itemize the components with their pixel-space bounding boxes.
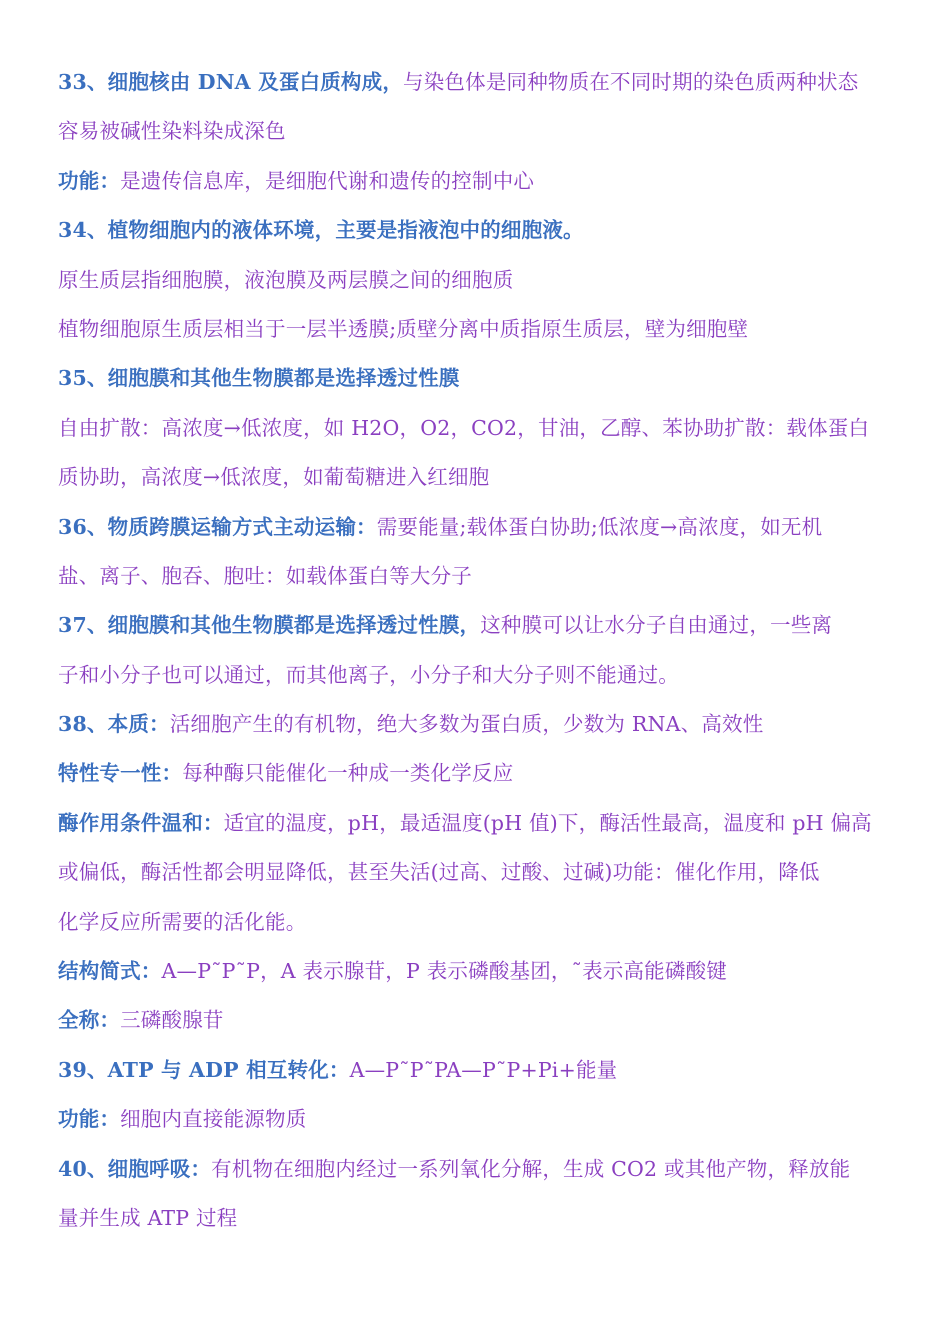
body-text: 或偏低，酶活性都会明显降低，甚至失活(过高、过酸、过碱)功能：催化作用，降低 <box>58 860 820 885</box>
text-line <box>58 503 888 552</box>
bold-phrase: 34、植物细胞内的液体环境，主要是指液泡中的细胞液。 <box>58 218 584 243</box>
body-text: 子和小分子也可以通过，而其他离子，小分子和大分子则不能通过。 <box>58 662 679 687</box>
body-text: 植物细胞原生质层相当于一层半透膜;质壁分离中质指原生质层，壁为细胞壁 <box>58 316 749 341</box>
bold-phrase: 功能： <box>58 1107 121 1132</box>
bold-phrase: 39、ATP 与 ADP 相互转化： <box>58 1057 350 1082</box>
text-line <box>58 206 888 255</box>
body-text: 化学反应所需要的活化能。 <box>58 909 307 934</box>
body-text: 这种膜可以让水分子自由通过，一些离 <box>480 613 833 638</box>
body-text: 细胞内直接能源物质 <box>120 1107 307 1132</box>
body-text: 与染色体是同种物质在不同时期的染色质两种状态 <box>403 70 859 94</box>
text-line <box>58 107 888 156</box>
body-text: 需要能量;载体蛋白协助;低浓度→高浓度，如无机 <box>376 514 823 539</box>
text-line <box>58 1194 888 1243</box>
bold-phrase: 40、细胞呼吸： <box>58 1156 212 1181</box>
text-line <box>58 848 888 897</box>
bold-phrase: 全称： <box>58 1008 121 1033</box>
document-body <box>58 58 888 1243</box>
text-line <box>58 1145 888 1194</box>
text-line <box>58 256 888 305</box>
bold-phrase: 36、物质跨膜运输方式主动运输： <box>58 514 377 539</box>
text-line <box>58 552 888 601</box>
text-line <box>58 1095 888 1144</box>
text-line <box>58 947 888 996</box>
body-text: 每种酶只能催化一种成一类化学反应 <box>182 761 514 786</box>
text-line <box>58 700 888 749</box>
bold-phrase: 功能： <box>58 168 121 193</box>
body-text: 适宜的温度，pH，最适温度(pH 值)下，酶活性最高，温度和 pH 偏高 <box>223 810 872 835</box>
text-line <box>58 305 888 354</box>
bold-phrase: 结构简式： <box>58 959 162 984</box>
text-line <box>58 799 888 848</box>
body-text: 原生质层指细胞膜，液泡膜及两层膜之间的细胞质 <box>58 267 514 292</box>
text-line <box>58 453 888 502</box>
text-line <box>58 157 888 206</box>
body-text: 容易被碱性染料染成深色 <box>58 119 286 144</box>
text-line <box>58 1046 888 1095</box>
body-text: 有机物在细胞内经过一系列氧化分解，生成 CO2 或其他产物，释放能 <box>211 1156 851 1181</box>
body-text: A—P˜P˜PA—P˜P+Pi+能量 <box>349 1057 618 1082</box>
text-line <box>58 996 888 1045</box>
body-text: A—P˜P˜P，A 表示腺苷，P 表示磷酸基团，˜表示高能磷酸键 <box>161 959 727 984</box>
body-text: 是遗传信息库，是细胞代谢和遗传的控制中心 <box>120 168 535 193</box>
bold-phrase: 35、细胞膜和其他生物膜都是选择透过性膜 <box>58 366 460 391</box>
bold-phrase: 37、细胞膜和其他生物膜都是选择透过性膜， <box>58 613 481 638</box>
bold-phrase: 38、本质： <box>58 712 170 737</box>
text-line <box>58 601 888 650</box>
body-text: 三磷酸腺苷 <box>120 1008 224 1033</box>
bold-phrase: 酶作用条件温和： <box>58 810 224 835</box>
text-line <box>58 404 888 453</box>
body-text: 量并生成 ATP 过程 <box>58 1205 238 1230</box>
text-line <box>58 651 888 700</box>
body-text: 质协助，高浓度→低浓度，如葡萄糖进入红细胞 <box>58 465 490 490</box>
text-line <box>58 898 888 947</box>
body-text: 活细胞产生的有机物，绝大多数为蛋白质，少数为 RNA、高效性 <box>169 712 764 737</box>
body-text: 自由扩散：高浓度→低浓度，如 H2O，O2，CO2，甘油，乙醇、苯协助扩散：载体蛋白 <box>58 415 870 440</box>
body-text: 盐、离子、胞吞、胞吐：如载体蛋白等大分子 <box>58 563 472 588</box>
text-line <box>58 354 888 403</box>
bold-phrase: 33、细胞核由 DNA 及蛋白质构成， <box>58 70 404 94</box>
text-line <box>58 58 888 107</box>
text-line <box>58 749 888 798</box>
bold-phrase: 特性专一性： <box>58 761 183 786</box>
